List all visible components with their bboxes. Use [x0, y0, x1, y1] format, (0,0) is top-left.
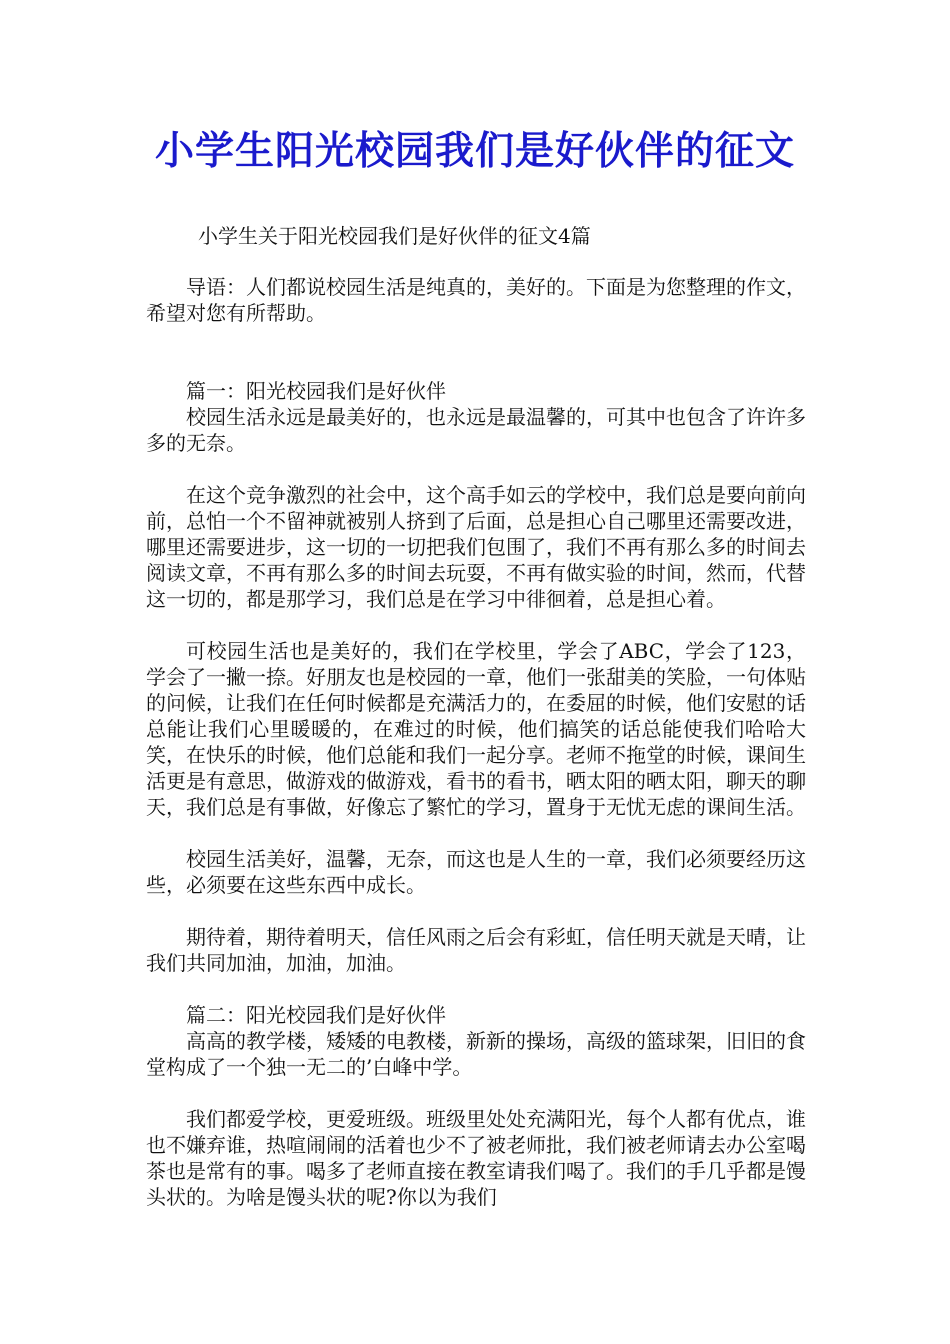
document-subtitle: 小学生关于阳光校园我们是好伙伴的征文4篇 [198, 224, 591, 248]
paragraph-intro: 导语：人们都说校园生活是纯真的，美好的。下面是为您整理的作文，希望对您有所帮助。 [146, 275, 806, 325]
paragraph: 在这个竞争激烈的社会中，这个高手如云的学校中，我们总是要向前向前，总怕一个不留神就被别人挤到了后面，总是担心自己哪里还需要改进，哪里还需要进步，这一切的一切把我们包围了，我们不再有那么多的时间去阅读文章，不再有那么多的时间去玩耍，不再有做实验的时间，然而，代替这一切的，都是那学习，我们总是在学习中徘徊着，总是担心着。 [146, 483, 806, 611]
document-title: 小学生阳光校园我们是好伙伴的征文 [154, 128, 795, 174]
document-body [146, 274, 806, 1210]
paragraph: 我们都爱学校，更爱班级。班级里处处充满阳光，每个人都有优点，谁也不嫌弃谁，热喧闹闹的活着也少不了被老师批，我们被老师请去办公室喝茶也是常有的事。喝多了老师直接在教室请我们喝了。我们的手几乎都是馒头状的。为啥是馒头状的呢?你以为我们 [146, 1107, 806, 1209]
paragraph: 校园生活永远是最美好的，也永远是最温馨的，可其中也包含了许许多多的无奈。 [146, 405, 806, 455]
paragraph: 高高的教学楼，矮矮的电教楼，新新的操场，高级的篮球架，旧旧的食堂构成了一个独一无二的’白峰中学。 [146, 1029, 806, 1079]
section-heading-2: 篇二：阳光校园我们是好伙伴 [186, 1003, 446, 1027]
paragraph: 校园生活美好，温馨，无奈，而这也是人生的一章，我们必须要经历这些，必须要在这些东西中成长。 [146, 847, 806, 897]
paragraph: 期待着，期待着明天，信任风雨之后会有彩虹，信任明天就是天晴，让我们共同加油，加油，加油。 [146, 925, 806, 975]
section-heading-1: 篇一：阳光校园我们是好伙伴 [186, 379, 446, 403]
paragraph: 可校园生活也是美好的，我们在学校里，学会了ABC，学会了123，学会了一撇一捺。好朋友也是校园的一章，他们一张甜美的笑脸，一句体贴的问候，让我们在任何时候都是充满活力的，在委屈的时候，他们安慰的话总能让我们心里暖暖的，在难过的时候，他们搞笑的话总能使我们哈哈大笑，在快乐的时候，他们总能和我们一起分享。老师不拖堂的时候，课间生活更是有意思，做游戏的做游戏，看书的看书，晒太阳的晒太阳，聊天的聊天，我们总是有事做，好像忘了繁忙的学习，置身于无忧无虑的课间生活。 [146, 639, 806, 819]
